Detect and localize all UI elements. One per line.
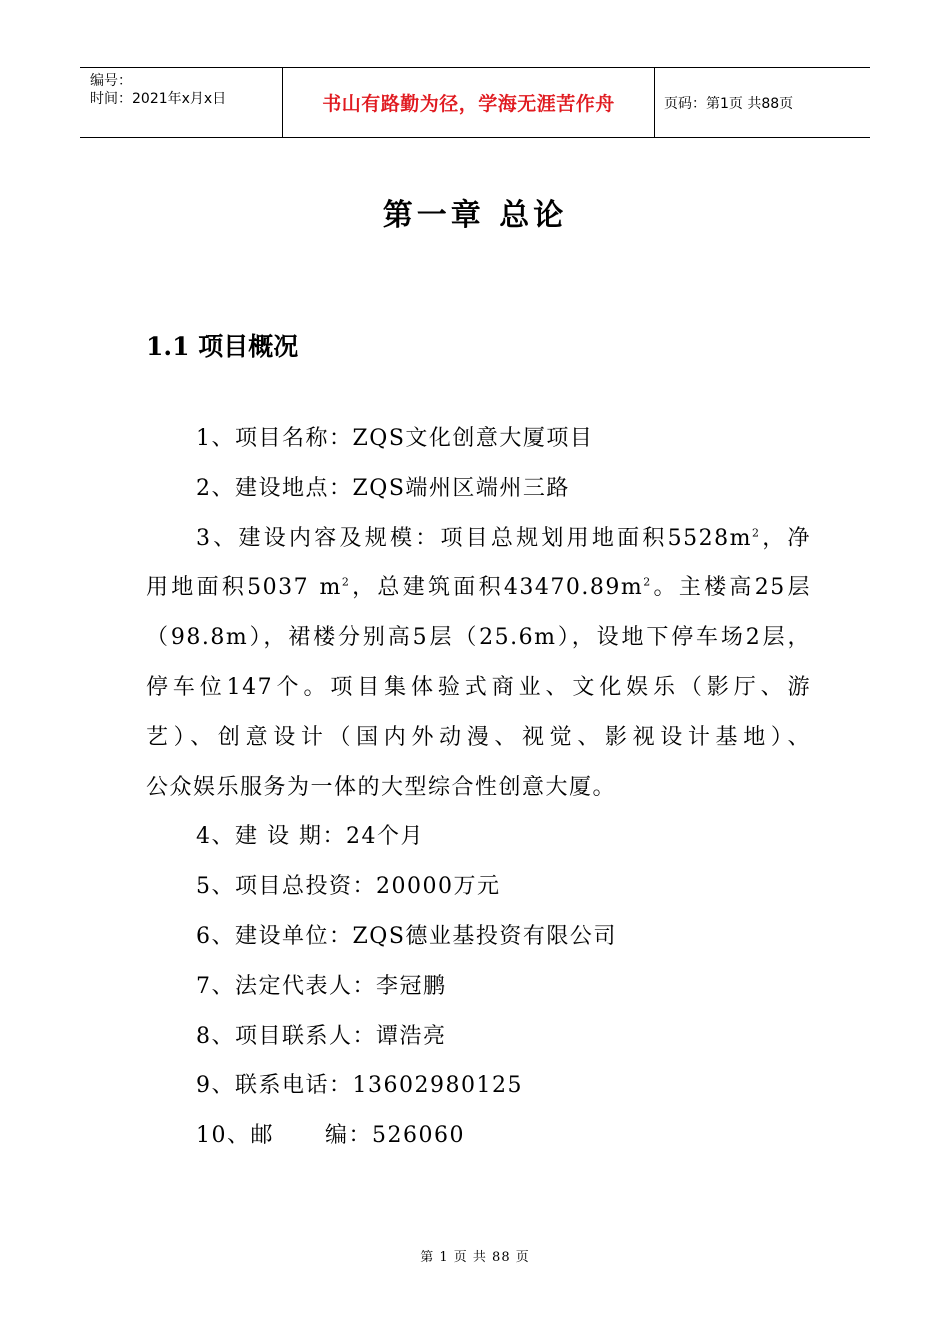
paragraph-line: 艺）、创意设计（国内外动漫、视觉、影视设计基地）、 [146, 724, 811, 750]
list-item: 1、项目名称：ZQS文化创意大厦项目 [196, 426, 594, 451]
list-item: 4、建 设 期：24个月 [196, 824, 424, 850]
document-time: 时间：2021年x月x日 [90, 91, 227, 107]
document-number-label: 编号： [90, 73, 132, 89]
page-header [80, 67, 870, 138]
list-item: 2、建设地点：ZQS端州区端州三路 [196, 475, 570, 501]
paragraph-line: 公众娱乐服务为一体的大型综合性创意大厦。 [146, 774, 617, 800]
header-motto: 书山有路勤为径，学海无涯苦作舟 [322, 93, 615, 115]
list-item: 6、建设单位：ZQS德业基投资有限公司 [196, 923, 617, 949]
header-motto-cell [282, 68, 655, 137]
header-meta [80, 68, 282, 137]
list-item: 8、项目联系人：谭浩亮 [196, 1023, 447, 1049]
project-scale-paragraph [146, 514, 811, 813]
list-item: 5、项目总投资：20000万元 [196, 874, 501, 900]
list-item: 9、联系电话：13602980125 [196, 1073, 523, 1099]
list-item: 7、法定代表人：李冠鹏 [196, 973, 447, 999]
paragraph-line: 用地面积5037 $m^2$，总建筑面积$43470.89m^2$。主楼高25层 [146, 575, 811, 601]
section-title: 1.1 项目概况 [146, 332, 299, 361]
header-page-info: 页码：第1页 共88页 [664, 95, 794, 112]
paragraph-line: 停车位147个。项目集体验式商业、文化娱乐（影厅、游 [146, 674, 811, 700]
document-body [146, 414, 811, 1161]
page-footer: 第 1 页 共 88 页 [420, 1250, 530, 1265]
chapter-title: 第一章 总论 [382, 198, 568, 233]
paragraph-line: 3、建设内容及规模：项目总规划用地面积$5528m^2$，净 [196, 525, 811, 551]
list-item: 10、邮 编：526060 [196, 1123, 465, 1149]
paragraph-line: （98.8m），裙楼分别高5层（25.6m），设地下停车场2层， [146, 625, 811, 651]
